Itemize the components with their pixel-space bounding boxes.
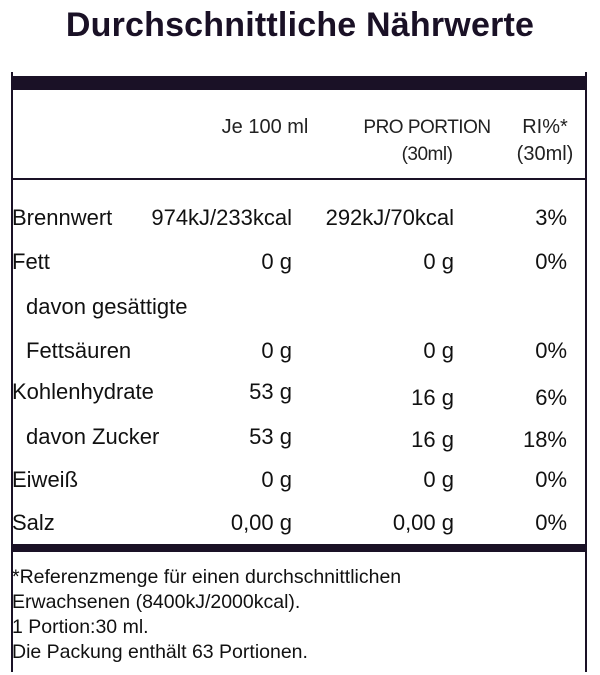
label-title: Durchschnittliche Nährwerte [65, 6, 535, 44]
row-name-davon-gesaettigte: davon gesättigte [26, 294, 188, 319]
row-value-ri: 0% [535, 510, 567, 535]
row-value-per100: 0 g [261, 467, 292, 492]
header-ri: RI%* (30ml) [516, 116, 574, 165]
row-name-davon-zucker: davon Zucker [26, 424, 160, 449]
footnote-line: *Referenzmenge für einen durchschnittlichen [12, 566, 402, 588]
row-value-ri: 0% [535, 467, 567, 492]
row-value-per100: 0,00 g [230, 510, 292, 535]
footnote [12, 565, 582, 665]
row-value-ri: 0% [535, 249, 567, 274]
footnote-line: Erwachsenen (8400kJ/2000kcal). [12, 591, 301, 613]
row-name-eiweiss: Eiweiß [12, 467, 79, 492]
row-name-brennwert: Brennwert [12, 205, 113, 230]
row-value-portion: 16 g [411, 427, 454, 452]
row-value-per100: 974kJ/233kcal [151, 205, 292, 230]
row-value-portion: 0 g [423, 338, 454, 363]
row-value-ri: 18% [522, 427, 567, 452]
row-value-portion: 292kJ/70kcal [325, 205, 454, 230]
header-per-100ml: Je 100 ml [221, 116, 309, 138]
row-value-ri: 3% [535, 205, 567, 230]
row-name-fett: Fett [12, 249, 50, 274]
row-value-per100: 53 g [249, 424, 292, 449]
row-value-per100: 53 g [249, 379, 292, 404]
row-value-ri: 0% [535, 338, 567, 363]
row-value-per100: 0 g [261, 249, 292, 274]
row-value-portion: 16 g [411, 385, 454, 410]
header-divider [11, 178, 587, 180]
row-value-per100: 0 g [261, 338, 292, 363]
top-thick-rule [11, 76, 587, 90]
bottom-thick-rule [11, 544, 587, 552]
row-value-portion: 0 g [423, 249, 454, 274]
row-name-salz: Salz [12, 510, 55, 535]
header-per-portion: PRO PORTION (30ml) [363, 117, 491, 165]
row-value-portion: 0 g [423, 467, 454, 492]
row-value-portion: 0,00 g [392, 510, 454, 535]
footnote-line: 1 Portion:30 ml. [12, 616, 149, 638]
row-value-ri: 6% [535, 385, 567, 410]
row-name-fettsaeuren: Fettsäuren [26, 338, 132, 363]
footnote-line: Die Packung enthält 63 Portionen. [12, 641, 308, 663]
row-name-kohlenhydrate: Kohlenhydrate [12, 379, 154, 404]
